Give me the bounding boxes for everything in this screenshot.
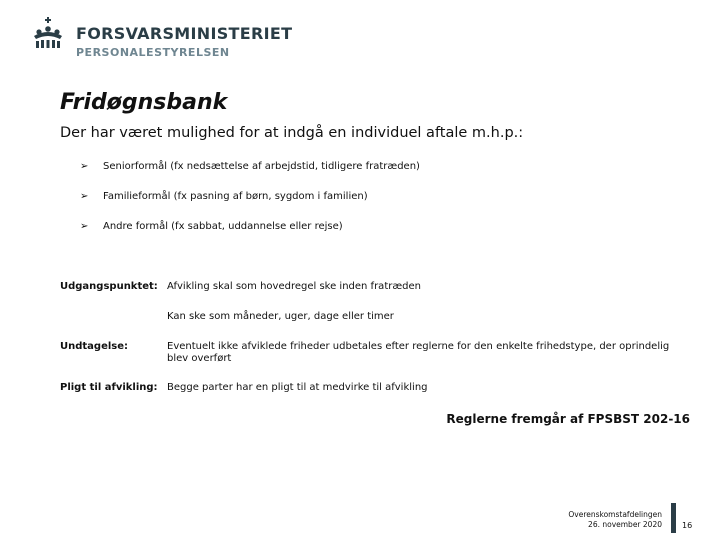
- arrow-bullet-icon: ➢: [80, 221, 89, 232]
- footer-department: Overenskomstafdelingen: [568, 510, 662, 519]
- org-sub: PERSONALESTYRELSEN: [76, 46, 230, 59]
- row-value-udgangspunkt: Afvikling skal som hovedregel ske inden fratræden: [167, 281, 422, 292]
- row-label-udgangspunkt: Udgangspunktet:: [60, 281, 158, 292]
- row-value-undtagelse: Eventuelt ikke afviklede friheder udbetales efter reglerne for den enkelte frihedstype, der oprindelig blev overført: [167, 341, 670, 364]
- footer-divider: [671, 503, 676, 533]
- footer-date: 26. november 2020: [588, 520, 662, 529]
- row-label-pligt: Pligt til afvikling:: [60, 382, 158, 393]
- arrow-bullet-icon: ➢: [80, 161, 89, 172]
- arrow-bullet-icon: ➢: [80, 191, 89, 202]
- list-item-text: Andre formål (fx sabbat, uddannelse eller rejse): [103, 221, 343, 232]
- regulation-note: Reglerne fremgår af FPSBST 202-16: [446, 412, 690, 426]
- list-item-text: Seniorformål (fx nedsættelse af arbejdstid, tidligere fratræden): [103, 161, 420, 172]
- list-item-text: Familieformål (fx pasning af børn, sygdom i familien): [103, 191, 368, 202]
- crown-icon: [32, 16, 72, 52]
- footer-info: [520, 510, 662, 530]
- page-number: 16: [682, 521, 693, 530]
- ministry-logo: [32, 16, 293, 59]
- row-value-afviklingsform: Kan ske som måneder, uger, dage eller timer: [167, 311, 394, 322]
- slide-subtitle: Der har været mulighed for at indgå en individuel aftale m.h.p.:: [60, 125, 524, 141]
- slide-title: Fridøgnsbank: [60, 90, 228, 115]
- row-label-undtagelse: Undtagelse:: [60, 341, 129, 352]
- row-value-pligt: Begge parter har en pligt til at medvirke til afvikling: [167, 382, 428, 393]
- org-name: FORSVARSMINISTERIET: [76, 24, 293, 43]
